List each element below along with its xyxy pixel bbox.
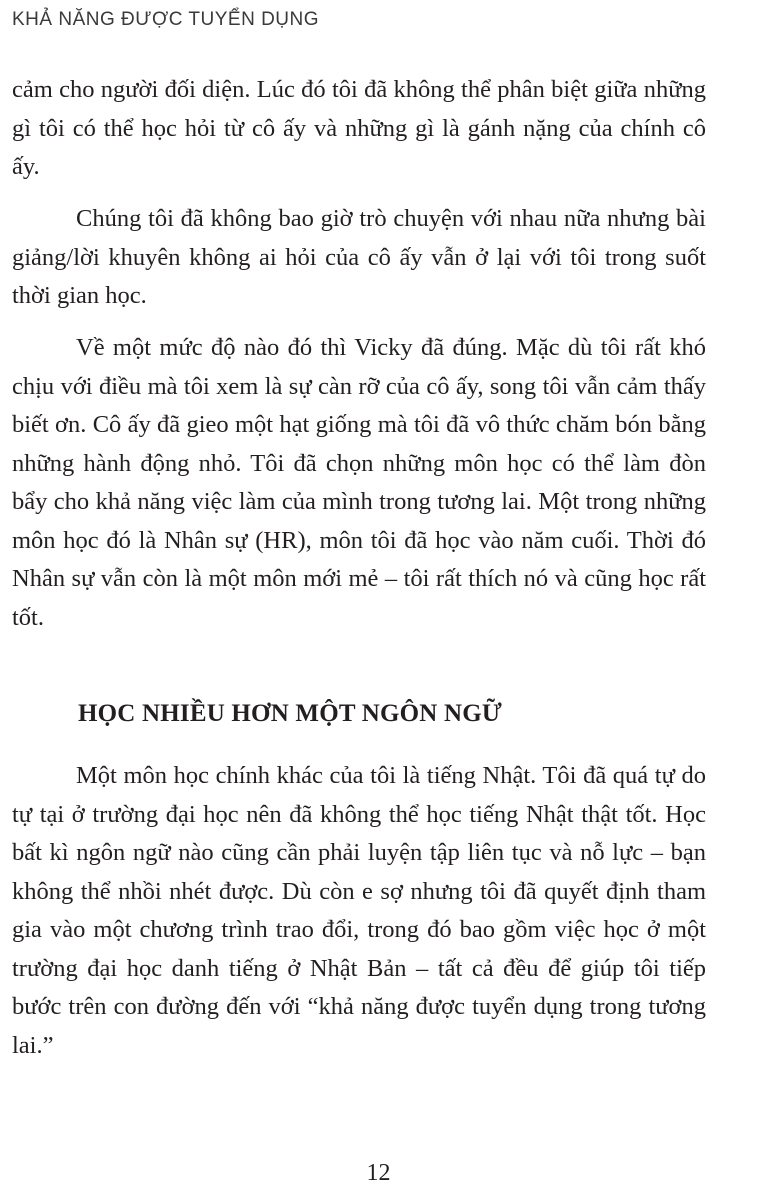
paragraph-continued: cảm cho người đối diện. Lúc đó tôi đã không thể phân biệt giữa những gì tôi có thể học hỏi từ cô ấy và những gì là gánh nặng của chính cô ấy. [12, 76, 706, 180]
paragraph-conversation: Chúng tôi đã không bao giờ trò chuyện với nhau nữa nhưng bài giảng/lời khuyên không ai hỏi của cô ấy vẫn ở lại với tôi trong suốt thời gian học. [12, 205, 706, 309]
section-heading: HỌC NHIỀU HƠN MỘT NGÔN NGỮ [78, 700, 502, 727]
page-number: 12 [366, 1160, 391, 1186]
paragraph-vicky: Về một mức độ nào đó thì Vicky đã đúng. Mặc dù tôi rất khó chịu với điều mà tôi xem là sự càn rỡ của cô ấy, song tôi vẫn cảm thấy biết ơn. Cô ấy đã gieo một hạt giống mà tôi đã vô thức chăm bón bằng những hành động nhỏ. Tôi đã chọn những môn học có thể làm đòn bẩy cho khả năng việc làm của mình trong tương lai. Một trong những môn học đó là Nhân sự (HR), môn tôi đã học vào năm cuối. Thời đó Nhân sự vẫn còn là một môn mới mẻ – tôi rất thích nó và cũng học rất tốt. [12, 334, 706, 631]
paragraph-japanese: Một môn học chính khác của tôi là tiếng Nhật. Tôi đã quá tự do tự tại ở trường đại học nên đã không thể học tiếng Nhật thật tốt. Học bất kì ngôn ngữ nào cũng cần phải luyện tập liên tục và nỗ lực – bạn không thể nhồi nhét được. Dù còn e sợ nhưng tôi đã quyết định tham gia vào một chương trình trao đổi, trong đó bao gồm việc học ở một trường đại học danh tiếng ở Nhật Bản – tất cả đều để giúp tôi tiếp bước trên con đường đến với “khả năng được tuyển dụng trong tương lai.” [12, 762, 706, 1059]
running-header: KHẢ NĂNG ĐƯỢC TUYỂN DỤNG [12, 9, 320, 30]
